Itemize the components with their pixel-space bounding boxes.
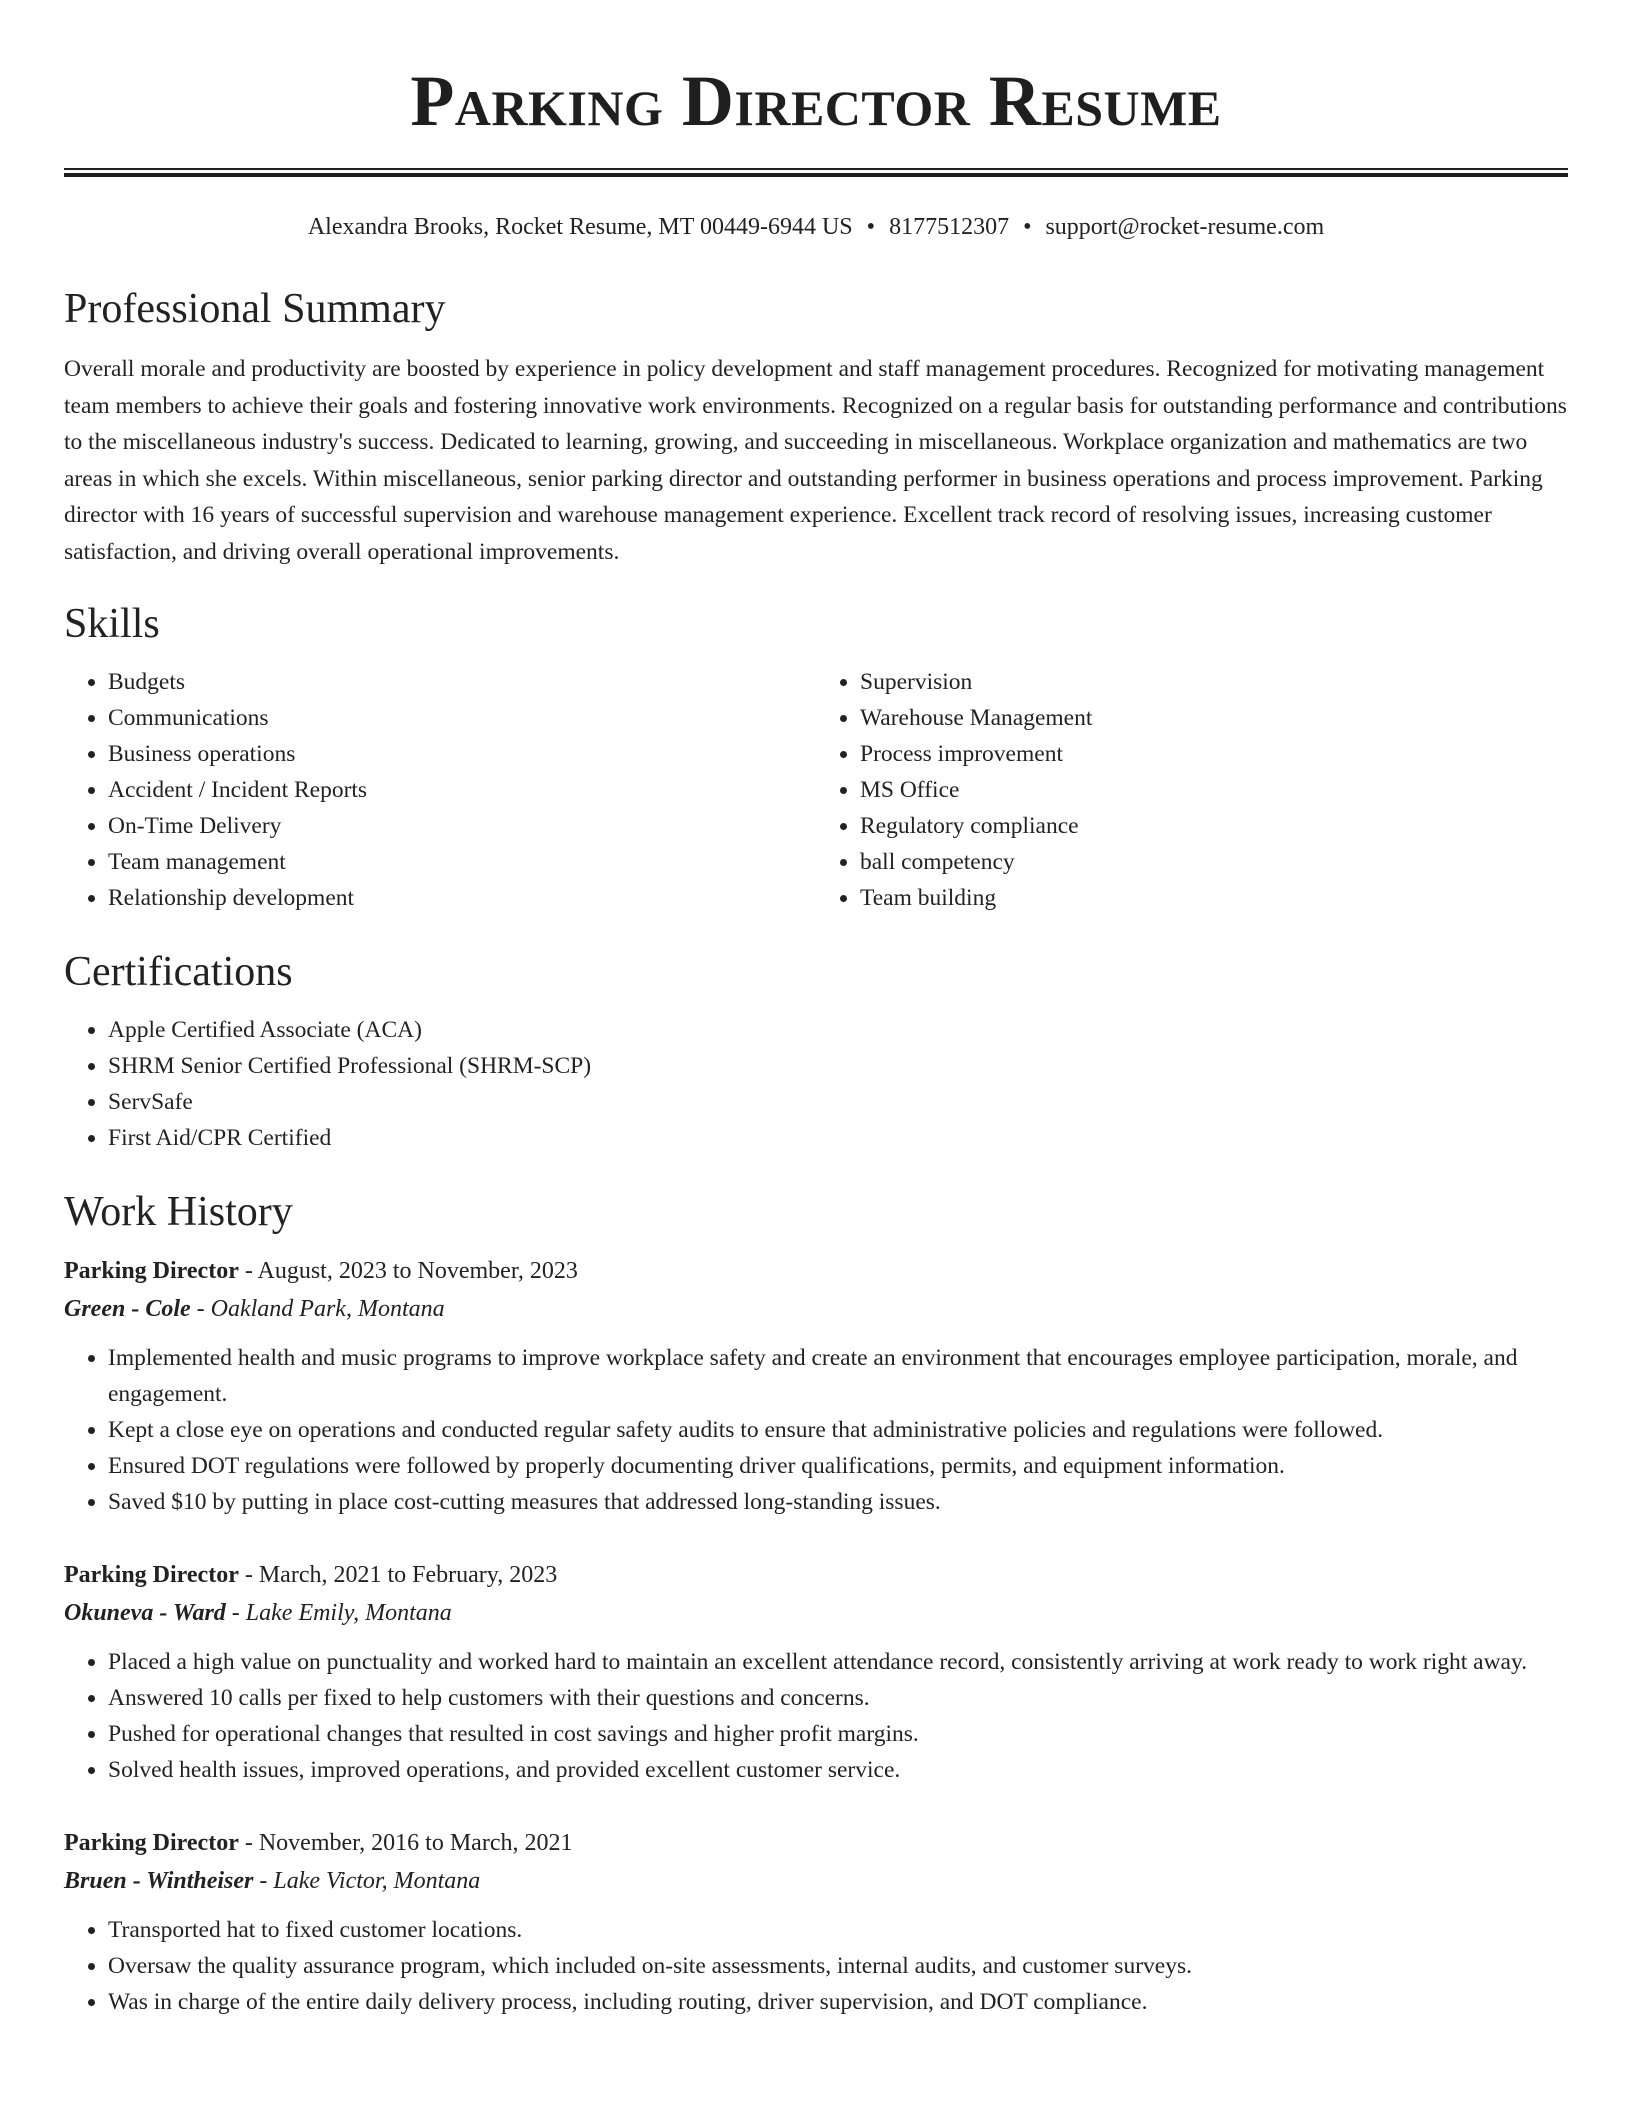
contact-separator: • bbox=[866, 214, 876, 240]
job-company-line bbox=[64, 1594, 1568, 1632]
skill-item: • Team management bbox=[108, 844, 816, 880]
job-title-line bbox=[64, 1556, 1568, 1594]
job-role: Parking Director bbox=[64, 1258, 239, 1284]
skills-list-right bbox=[816, 664, 1568, 916]
skill-item: • Business operations bbox=[108, 736, 816, 772]
job-duty: • Was in charge of the entire daily delivery process, including routing, driver supervision, and DOT compliance. bbox=[108, 1984, 1568, 2020]
job-duty: • Ensured DOT regulations were followed by properly documenting driver qualifications, permits, and equipment information. bbox=[108, 1448, 1568, 1484]
job-location: - Lake Victor, Montana bbox=[253, 1868, 481, 1894]
job-role: Parking Director bbox=[64, 1562, 239, 1588]
job-company-line bbox=[64, 1290, 1568, 1328]
summary-heading: Professional Summary bbox=[64, 286, 446, 332]
skills-list-left bbox=[64, 664, 816, 916]
skill-item: • Process improvement bbox=[860, 736, 1568, 772]
contact-separator: • bbox=[1023, 214, 1032, 240]
skill-item: • Supervision bbox=[860, 664, 1568, 700]
skill-item: • On-Time Delivery bbox=[108, 808, 816, 844]
job-duty: • Transported hat to fixed customer locations. bbox=[108, 1912, 1568, 1948]
job-duty: • Answered 10 calls per fixed to help customers with their questions and concerns. bbox=[108, 1680, 1568, 1716]
certification-item: • Apple Certified Associate (ACA) bbox=[108, 1012, 1568, 1048]
job-duty: • Saved $10 by putting in place cost-cutting measures that addressed long-standing issues. bbox=[108, 1484, 1568, 1520]
job-duty: • Pushed for operational changes that resulted in cost savings and higher profit margins. bbox=[108, 1716, 1568, 1752]
job-title-line bbox=[64, 1252, 1568, 1290]
job-dates: - November, 2016 to March, 2021 bbox=[238, 1830, 573, 1856]
job-duties bbox=[64, 1340, 1568, 1520]
job-location: - Oakland Park, Montana bbox=[190, 1296, 445, 1322]
skill-item: • ball competency bbox=[860, 844, 1568, 880]
certification-item: • ServSafe bbox=[108, 1084, 1568, 1120]
certifications-list bbox=[64, 1012, 1568, 1156]
skill-item: • Communications bbox=[108, 700, 816, 736]
contact-phone: 8177512307 bbox=[889, 214, 1010, 240]
job-location: - Lake Emily, Montana bbox=[225, 1600, 452, 1626]
certification-item: • First Aid/CPR Certified bbox=[108, 1120, 1568, 1156]
job-company: Bruen - Wintheiser bbox=[64, 1868, 254, 1894]
job-duty: • Kept a close eye on operations and conducted regular safety audits to ensure that administrative policies and regulations were followed. bbox=[108, 1412, 1568, 1448]
job-company: Okuneva - Ward bbox=[64, 1600, 226, 1626]
summary-text: Overall morale and productivity are boosted by experience in policy development and staff management procedures. Recognized for motivating management team members to achieve their goals and fostering innovative work environments. Recognized on a regular basis for outstanding performance and contributions to the miscellaneous industry's success. Dedicated to learning, growing, and succeeding in miscellaneous. Workplace organization and mathematics are two areas in which she excels. Within miscellaneous, senior parking director and outstanding performer in business operations and process improvement. Parking director with 16 years of successful supervision and warehouse management experience. Excellent track record of resolving issues, increasing customer satisfaction, and driving overall operational improvements. bbox=[64, 356, 1567, 565]
skill-item: • MS Office bbox=[860, 772, 1568, 808]
contact-line bbox=[64, 211, 1568, 243]
skill-item: • Regulatory compliance bbox=[860, 808, 1568, 844]
job-entry bbox=[64, 1824, 1568, 2020]
skills-columns bbox=[64, 664, 1568, 916]
job-company: Green - Cole bbox=[64, 1296, 191, 1322]
job-duties bbox=[64, 1644, 1568, 1788]
page-title: Parking Director Resume bbox=[410, 61, 1222, 141]
certification-item: • SHRM Senior Certified Professional (SHRM-SCP) bbox=[108, 1048, 1568, 1084]
job-entry bbox=[64, 1556, 1568, 1788]
skill-item: • Accident / Incident Reports bbox=[108, 772, 816, 808]
job-entry bbox=[64, 1252, 1568, 1520]
job-title-line bbox=[64, 1824, 1568, 1862]
skill-item: • Team building bbox=[860, 880, 1568, 916]
job-dates: - August, 2023 to November, 2023 bbox=[238, 1258, 578, 1284]
job-duty: • Solved health issues, improved operations, and provided excellent customer service. bbox=[108, 1752, 1568, 1788]
skill-item: • Relationship development bbox=[108, 880, 816, 916]
job-role: Parking Director bbox=[64, 1830, 239, 1856]
job-duty: • Implemented health and music programs to improve workplace safety and create an environment that encourages employee participation, morale, and engagement. bbox=[108, 1340, 1568, 1412]
contact-address: Alexandra Brooks, Rocket Resume, MT 00449-6944 US bbox=[307, 214, 853, 240]
skill-item: • Warehouse Management bbox=[860, 700, 1568, 736]
title-divider bbox=[64, 168, 1568, 177]
contact-email: support@rocket-resume.com bbox=[1045, 214, 1325, 240]
job-duties bbox=[64, 1912, 1568, 2020]
job-dates: - March, 2021 to February, 2023 bbox=[238, 1562, 558, 1588]
job-duty: • Oversaw the quality assurance program, which included on-site assessments, internal audits, and customer surveys. bbox=[108, 1948, 1568, 1984]
job-company-line bbox=[64, 1862, 1568, 1900]
job-duty: • Placed a high value on punctuality and worked hard to maintain an excellent attendance record, consistently arriving at work ready to work right away. bbox=[108, 1644, 1568, 1680]
work-history-heading: Work History bbox=[64, 1189, 293, 1235]
skills-heading: Skills bbox=[64, 601, 160, 647]
certifications-heading: Certifications bbox=[64, 949, 293, 995]
skill-item: • Budgets bbox=[108, 664, 816, 700]
